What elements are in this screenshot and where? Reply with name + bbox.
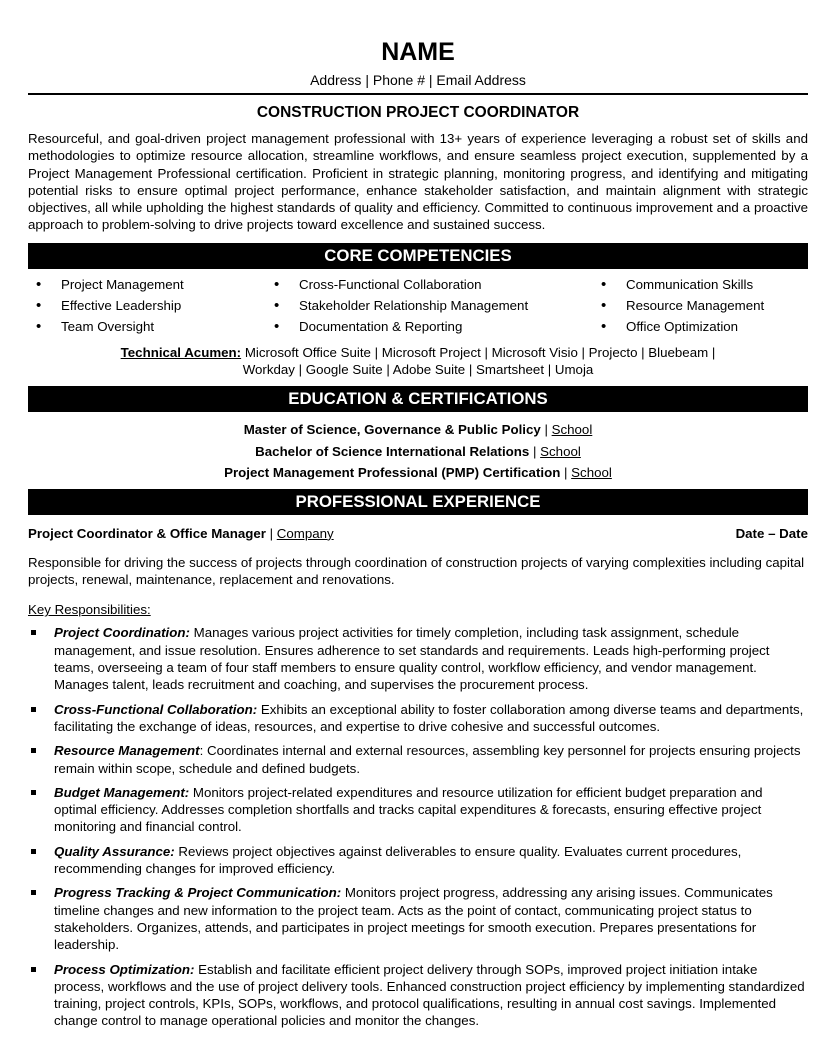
responsibility-text: Establish and facilitate efficient project delivery through SOPs, improved project initiation intake process, workflows and the use of project delivery tools. Enhanced construction project efficiency by implementing standardized training, project controls, KPIs, SOPs, workflows, and protocol qualifications, resulting in annual cost savings. Implemented change control to manage operational policies and monitor the changes. — [54, 961, 805, 1029]
separator: | — [265, 525, 277, 541]
section-heading-competencies: CORE COMPETENCIES — [28, 243, 808, 269]
job-description: Responsible for driving the success of projects through coordination of construction projects of varying complexities including capital projects, renewal, maintenance, replacement and renovations. — [28, 554, 805, 588]
section-heading-experience: PROFESSIONAL EXPERIENCE — [28, 489, 808, 515]
responsibility-item — [28, 843, 808, 878]
school-name: School — [551, 422, 593, 438]
competency-item: • Office Optimization — [593, 316, 808, 337]
responsibility-title: Cross-Functional Collaboration: — [54, 701, 258, 717]
contact-line: Address | Phone # | Email Address — [310, 72, 526, 88]
responsibility-title: Process Optimization: — [54, 961, 195, 977]
technical-acumen-label: Technical Acumen: — [120, 344, 242, 360]
responsibility-title: Progress Tracking & Project Communication: — [54, 885, 342, 901]
resume-page — [28, 0, 808, 1037]
key-responsibilities-label: Key Responsibilities: — [28, 602, 151, 618]
competencies-column-1 — [28, 274, 266, 337]
job-role-line — [28, 525, 334, 542]
responsibility-title: Project Coordination: — [54, 625, 190, 641]
education-item — [28, 441, 808, 463]
education-item — [28, 419, 808, 441]
responsibility-text: Reviews project objectives against deliverables to ensure quality. Evaluates current procedures, recommending changes for improved efficiency. — [54, 843, 742, 877]
responsibility-text: Monitors project progress, addressing any arising issues. Communicates timeline changes and new information to the project team. Acts as the point of contact, communicating project status to stakeholders. Organizes, attends, and participates in project meetings for smooth execution. Prepares presentations for leadership. — [54, 885, 773, 953]
competency-item: • Team Oversight — [28, 316, 266, 337]
separator: | — [540, 422, 552, 438]
responsibilities-list — [28, 624, 808, 1029]
competency-item: • Stakeholder Relationship Management — [266, 295, 593, 316]
responsibility-item — [28, 784, 808, 836]
responsibility-item — [28, 624, 808, 693]
competency-item: • Project Management — [28, 274, 266, 295]
separator: | — [560, 465, 572, 481]
school-name: School — [540, 443, 581, 459]
responsibility-text: : Coordinates internal and external resources, assembling key personnel for projects ensuring projects remain within scope, schedule and defined budgets. — [54, 743, 801, 776]
competencies-column-2 — [266, 274, 593, 337]
responsibility-title: Quality Assurance: — [54, 843, 175, 859]
technical-acumen-tools-1: Microsoft Office Suite | Microsoft Project | Microsoft Visio | Projecto | Bluebeam | — [244, 344, 716, 360]
competencies-column-3 — [593, 274, 808, 337]
job-title: CONSTRUCTION PROJECT COORDINATOR — [256, 104, 580, 121]
degree-name: Master of Science, Governance & Public Policy — [243, 422, 541, 438]
competencies-grid — [28, 274, 808, 337]
responsibility-text: Exhibits an exceptional ability to foster collaboration among diverse teams and departments, facilitating the exchange of ideas, resources, and expertise to drive cohesive and successful outcomes. — [54, 701, 804, 734]
summary-paragraph: Resourceful, and goal-driven project management professional with 13+ years of experience leveraging a robust set of skills and methodologies to optimize resource allocation, streamline workflows, and ensure seamless project execution, supplemented by a Project Management Professional certification. Proficient in strategic planning, monitoring progress, and identifying and mitigating potential risks to ensure optimal project performance, enhance stakeholder satisfaction, and maintain alignment with strategic objectives, all while upholding the highest standards of quality and efficiency. Committed to continuous improvement and a proactive approach to problem-solving to drive projects toward excellence and sustained success. — [28, 131, 808, 233]
candidate-name: NAME — [381, 38, 455, 66]
company-name: Company — [276, 525, 334, 541]
responsibility-title: Resource Management — [54, 743, 200, 759]
responsibility-item — [28, 961, 808, 1030]
header-divider — [28, 93, 808, 95]
job-dates: Date – Date — [735, 525, 808, 541]
separator: | — [529, 443, 541, 459]
responsibility-item — [28, 742, 808, 777]
job-header — [28, 525, 808, 542]
competency-item: • Resource Management — [593, 295, 808, 316]
section-heading-education: EDUCATION & CERTIFICATIONS — [28, 386, 808, 412]
competency-item: • Communication Skills — [593, 274, 808, 295]
technical-acumen — [28, 344, 808, 379]
job-role: Project Coordinator & Office Manager — [28, 525, 266, 541]
competency-item: • Documentation & Reporting — [266, 316, 593, 337]
responsibility-item — [28, 884, 808, 953]
education-item — [28, 462, 808, 484]
technical-acumen-tools-2: Workday | Google Suite | Adobe Suite | Smartsheet | Umoja — [242, 362, 594, 378]
responsibility-title: Budget Management: — [54, 784, 190, 800]
competency-item: • Cross-Functional Collaboration — [266, 274, 593, 295]
responsibility-text: Manages various project activities for timely completion, including task assignment, schedule management, and issue resolution. Ensures adherence to set standards and requirements. Leads high-performing project teams, overseeing a team of four staff members to ensure quality control, workflow efficiency, and vendor management. Manages talent, leads recruitment and coaching, and supervises the procurement process. — [54, 625, 770, 693]
degree-name: Bachelor of Science International Relations — [255, 443, 530, 459]
school-name: School — [571, 465, 612, 481]
technical-acumen-line-1 — [28, 344, 808, 361]
education-list — [28, 419, 808, 484]
responsibility-item — [28, 701, 808, 736]
responsibility-text: Monitors project-related expenditures and resource utilization for efficient budget preparation and optimal efficiency. Addresses completion shortfalls and tracks capital expenditures & forecasts, ensuring effective project monitoring and financial control. — [54, 784, 763, 835]
certification-name: Project Management Professional (PMP) Certification — [224, 465, 561, 481]
competency-item: • Effective Leadership — [28, 295, 266, 316]
